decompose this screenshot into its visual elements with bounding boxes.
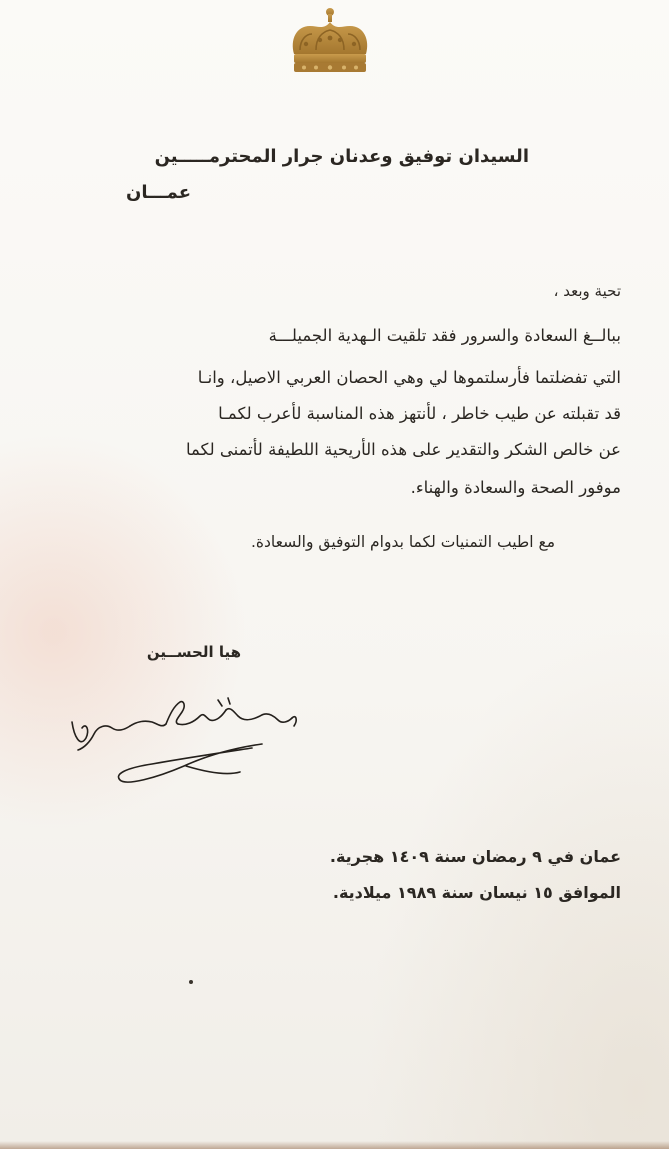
date-hijri: عمان في ٩ رمضان سنة ١٤٠٩ هجرية. [329,847,621,866]
body-line: عن خالص الشكر والتقدير على هذه الأريحية اللطيفة لأتمنى لكما [185,440,621,459]
greeting: تحية وبعد ، [553,282,621,300]
royal-crown-icon [286,4,374,76]
body-line: قد تقبلته عن طيب خاطر ، لأنتهز هذه المناسبة لأعرب لكمـا [218,404,621,423]
recipient-city: عمـــان [126,182,191,203]
signatory-name: هيا الحســين [146,643,241,661]
ink-dot [189,980,193,984]
body-line: ببالــغ السعادة والسرور فقد تلقيت الـهدية الجميلـــة [268,326,621,345]
body-line: التي تفضلتما فأرسلتموها لي وهي الحصان العربي الاصيل، وانـا [197,368,621,387]
date-gregorian: الموافق ١٥ نيسان سنة ١٩٨٩ ميلادية. [332,883,621,902]
closing-wishes: مع اطيب التمنيات لكما بدوام التوفيق والسعادة. [250,533,555,551]
body-line: موفور الصحة والسعادة والهناء. [410,478,621,497]
recipient-name: السيدان توفيق وعدنان جرار المحترمـــــين [154,146,529,167]
paper-bottom-edge [0,1141,669,1149]
handwritten-signature-icon [66,692,302,788]
